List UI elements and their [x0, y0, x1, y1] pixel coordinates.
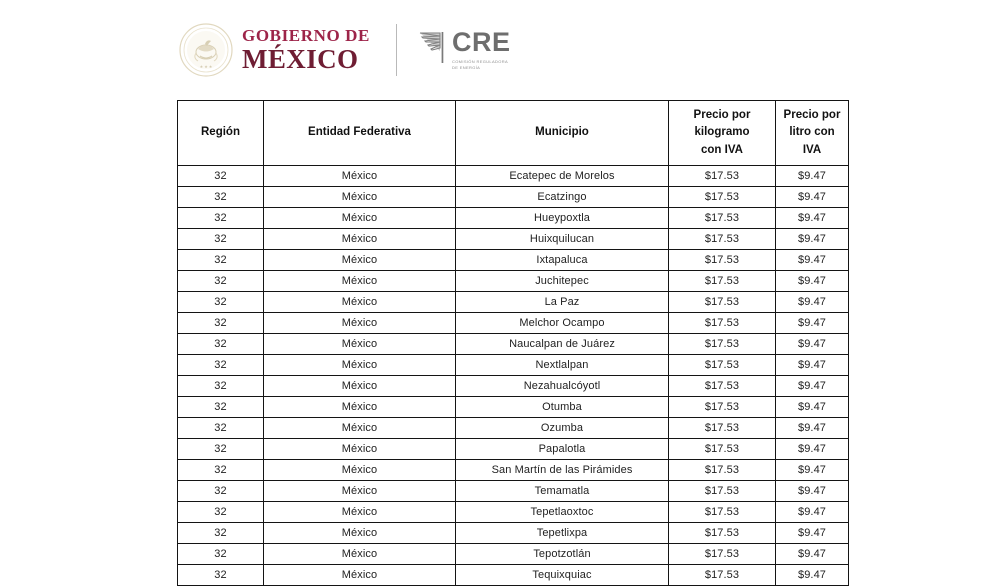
- cre-flame-mark-icon: [419, 31, 449, 65]
- table-row: [178, 397, 849, 418]
- cell-precio-litro: $9.47: [776, 334, 849, 355]
- cell-municipio: Tequixquiac: [456, 565, 669, 586]
- cell-region: 32: [178, 250, 264, 271]
- precio-lt-line-2: litro con: [789, 126, 835, 139]
- cell-precio-litro: $9.47: [776, 418, 849, 439]
- cell-region: 32: [178, 376, 264, 397]
- table-row: [178, 187, 849, 208]
- cell-precio-litro: $9.47: [776, 355, 849, 376]
- table-row: [178, 544, 849, 565]
- cell-region: 32: [178, 292, 264, 313]
- cell-entidad: México: [264, 250, 456, 271]
- table-row: [178, 502, 849, 523]
- cell-entidad: México: [264, 229, 456, 250]
- table-row: [178, 313, 849, 334]
- cell-municipio: San Martín de las Pirámides: [456, 460, 669, 481]
- cell-municipio: Temamatla: [456, 481, 669, 502]
- cell-region: 32: [178, 166, 264, 187]
- cell-municipio: Papalotla: [456, 439, 669, 460]
- precio-kg-line-2: kilogramo: [694, 126, 750, 139]
- cell-entidad: México: [264, 481, 456, 502]
- cell-region: 32: [178, 460, 264, 481]
- table-row: [178, 376, 849, 397]
- cell-precio-litro: $9.47: [776, 187, 849, 208]
- cell-precio-kilogramo: $17.53: [669, 397, 776, 418]
- cell-precio-litro: $9.47: [776, 313, 849, 334]
- cell-entidad: México: [264, 271, 456, 292]
- cell-region: 32: [178, 439, 264, 460]
- column-header-region: [178, 101, 264, 166]
- cell-precio-kilogramo: $17.53: [669, 208, 776, 229]
- cell-precio-litro: $9.47: [776, 544, 849, 565]
- cell-precio-kilogramo: $17.53: [669, 187, 776, 208]
- table-row: [178, 565, 849, 586]
- gobierno-de-mexico-wordmark: [242, 27, 370, 73]
- column-header-precio-por-litro-con-iva: [776, 101, 849, 166]
- column-header-municipio: [456, 101, 669, 166]
- table-row: [178, 292, 849, 313]
- precio-kg-line-1: Precio por: [693, 109, 751, 122]
- cell-municipio: Ecatzingo: [456, 187, 669, 208]
- prices-table-container: [177, 100, 848, 586]
- cell-entidad: México: [264, 523, 456, 544]
- table-row: [178, 523, 849, 544]
- table-row: [178, 460, 849, 481]
- cell-precio-litro: $9.47: [776, 250, 849, 271]
- cell-entidad: México: [264, 397, 456, 418]
- cell-municipio: Nextlalpan: [456, 355, 669, 376]
- cre-acronym: CRE: [451, 27, 511, 58]
- cell-precio-litro: $9.47: [776, 229, 849, 250]
- cell-municipio: Otumba: [456, 397, 669, 418]
- table-row: [178, 229, 849, 250]
- cell-precio-kilogramo: $17.53: [669, 229, 776, 250]
- cell-precio-kilogramo: $17.53: [669, 334, 776, 355]
- precio-kg-line-3: con IVA: [701, 143, 743, 156]
- cell-precio-kilogramo: $17.53: [669, 544, 776, 565]
- brand-lockup: [178, 22, 514, 78]
- cell-precio-kilogramo: $17.53: [669, 502, 776, 523]
- precio-lt-line-3: IVA: [802, 143, 822, 156]
- cell-municipio: Hueypoxtla: [456, 208, 669, 229]
- cell-entidad: México: [264, 166, 456, 187]
- cell-precio-litro: $9.47: [776, 565, 849, 586]
- cell-precio-litro: $9.47: [776, 439, 849, 460]
- cell-region: 32: [178, 481, 264, 502]
- cell-region: 32: [178, 544, 264, 565]
- column-header-entidad-label: Entidad Federativa: [308, 126, 411, 139]
- gobierno-line-2: MÉXICO: [242, 44, 359, 74]
- table-row: [178, 250, 849, 271]
- cell-municipio: Tepotzotlán: [456, 544, 669, 565]
- cell-municipio: Melchor Ocampo: [456, 313, 669, 334]
- table-row: [178, 418, 849, 439]
- column-header-precio-por-kilogramo-con-iva: [669, 101, 776, 166]
- cell-municipio: Tepetlixpa: [456, 523, 669, 544]
- cell-entidad: México: [264, 334, 456, 355]
- table-row: [178, 439, 849, 460]
- cell-entidad: México: [264, 208, 456, 229]
- cell-region: 32: [178, 502, 264, 523]
- table-row: [178, 334, 849, 355]
- table-row: [178, 208, 849, 229]
- column-header-municipio-label: Municipio: [535, 126, 589, 139]
- cell-region: 32: [178, 208, 264, 229]
- cell-precio-litro: $9.47: [776, 208, 849, 229]
- cell-entidad: México: [264, 460, 456, 481]
- cell-region: 32: [178, 418, 264, 439]
- cell-region: 32: [178, 187, 264, 208]
- prices-table: [177, 100, 849, 586]
- cell-municipio: Naucalpan de Juárez: [456, 334, 669, 355]
- cell-municipio: Juchitepec: [456, 271, 669, 292]
- cell-precio-kilogramo: $17.53: [669, 166, 776, 187]
- brand-divider: [396, 24, 397, 76]
- cre-logo: [419, 29, 514, 70]
- cre-text-block: [452, 29, 514, 70]
- cell-municipio: La Paz: [456, 292, 669, 313]
- cell-region: 32: [178, 229, 264, 250]
- table-row: [178, 271, 849, 292]
- cell-municipio: Tepetlaoxtoc: [456, 502, 669, 523]
- table-row: [178, 355, 849, 376]
- cell-precio-kilogramo: $17.53: [669, 418, 776, 439]
- column-header-entidad-federativa: [264, 101, 456, 166]
- cell-precio-kilogramo: $17.53: [669, 292, 776, 313]
- cell-municipio: Ecatepec de Morelos: [456, 166, 669, 187]
- cell-precio-litro: $9.47: [776, 523, 849, 544]
- cell-entidad: México: [264, 292, 456, 313]
- cell-region: 32: [178, 397, 264, 418]
- gobierno-line-1: GOBIERNO DE: [242, 26, 370, 45]
- cell-entidad: México: [264, 565, 456, 586]
- page-header: [0, 0, 1004, 100]
- cre-subtitle: COMISIÓN REGULADORA DE ENERGÍA: [451, 59, 508, 70]
- cell-entidad: México: [264, 355, 456, 376]
- table-header-row: [178, 101, 849, 166]
- cell-entidad: México: [264, 313, 456, 334]
- cell-region: 32: [178, 271, 264, 292]
- mexican-coat-of-arms-seal-icon: [178, 22, 234, 78]
- cell-region: 32: [178, 355, 264, 376]
- table-row: [178, 166, 849, 187]
- cell-precio-kilogramo: $17.53: [669, 271, 776, 292]
- cell-precio-kilogramo: $17.53: [669, 313, 776, 334]
- cell-entidad: México: [264, 502, 456, 523]
- cell-precio-litro: $9.47: [776, 460, 849, 481]
- cell-entidad: México: [264, 418, 456, 439]
- cell-precio-kilogramo: $17.53: [669, 523, 776, 544]
- cell-region: 32: [178, 565, 264, 586]
- cell-precio-litro: $9.47: [776, 502, 849, 523]
- cell-precio-litro: $9.47: [776, 481, 849, 502]
- cell-municipio: Ixtapaluca: [456, 250, 669, 271]
- table-body: [178, 166, 849, 586]
- table-row: [178, 481, 849, 502]
- cell-precio-kilogramo: $17.53: [669, 250, 776, 271]
- cell-entidad: México: [264, 187, 456, 208]
- cell-precio-litro: $9.47: [776, 292, 849, 313]
- cell-precio-kilogramo: $17.53: [669, 439, 776, 460]
- cell-precio-kilogramo: $17.53: [669, 481, 776, 502]
- cell-region: 32: [178, 334, 264, 355]
- cell-precio-kilogramo: $17.53: [669, 376, 776, 397]
- cell-municipio: Nezahualcóyotl: [456, 376, 669, 397]
- cell-precio-litro: $9.47: [776, 166, 849, 187]
- precio-lt-line-1: Precio por: [783, 109, 841, 122]
- cell-precio-kilogramo: $17.53: [669, 460, 776, 481]
- cell-municipio: Ozumba: [456, 418, 669, 439]
- cell-precio-kilogramo: $17.53: [669, 565, 776, 586]
- cell-entidad: México: [264, 376, 456, 397]
- cell-precio-kilogramo: $17.53: [669, 355, 776, 376]
- svg-text:★ ★ ★: ★ ★ ★: [199, 64, 213, 69]
- column-header-region-label: Región: [201, 126, 240, 139]
- table-header: [178, 101, 849, 166]
- cell-precio-litro: $9.47: [776, 271, 849, 292]
- cell-precio-litro: $9.47: [776, 376, 849, 397]
- cell-region: 32: [178, 523, 264, 544]
- cell-precio-litro: $9.47: [776, 397, 849, 418]
- cell-municipio: Huixquilucan: [456, 229, 669, 250]
- cell-entidad: México: [264, 439, 456, 460]
- cell-entidad: México: [264, 544, 456, 565]
- cell-region: 32: [178, 313, 264, 334]
